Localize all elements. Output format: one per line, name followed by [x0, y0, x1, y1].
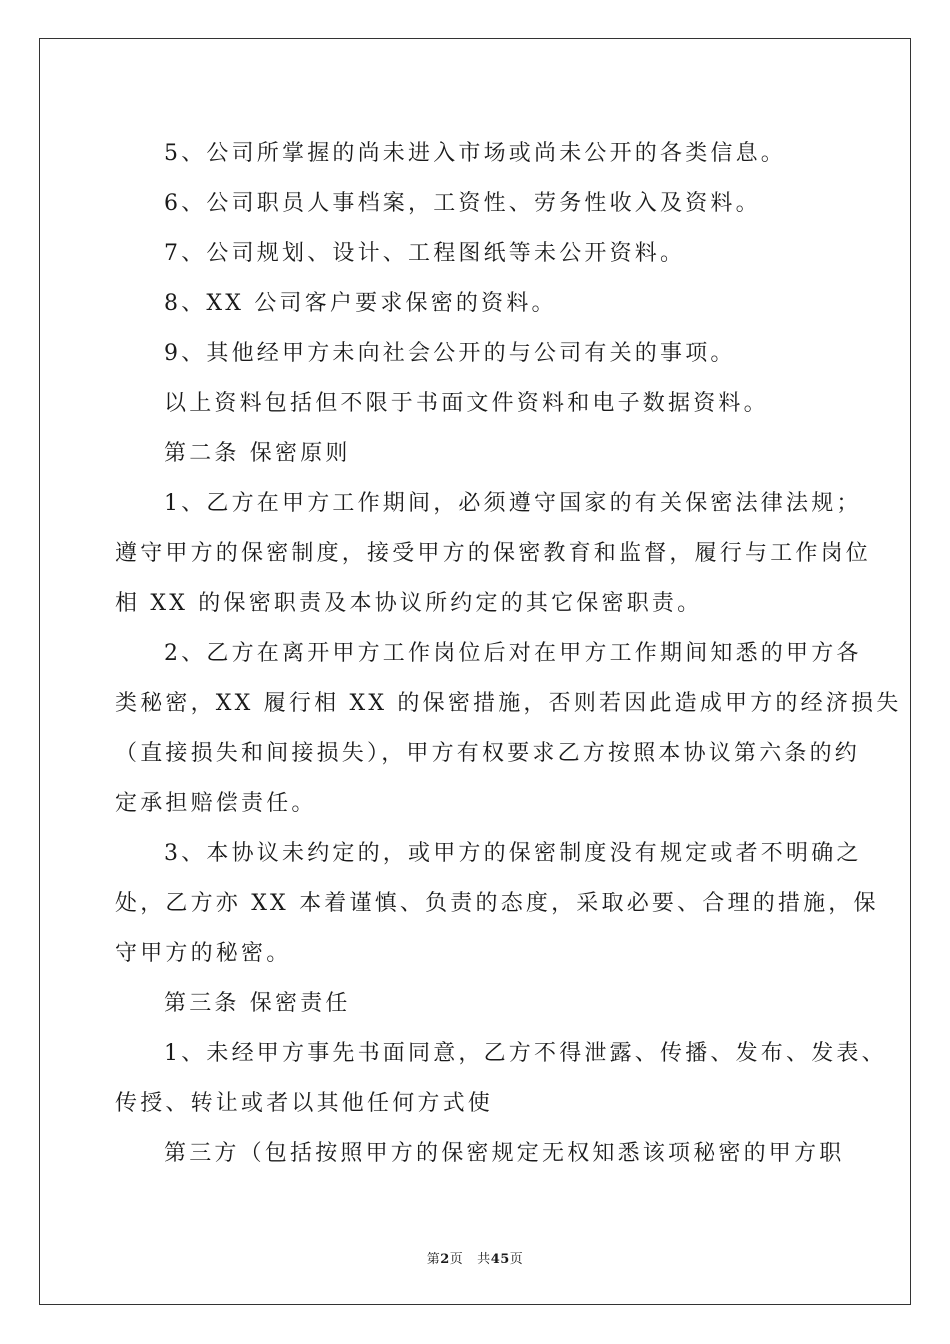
text-line: 2、乙方在离开甲方工作岗位后对在甲方工作期间知悉的甲方各 — [164, 641, 862, 666]
paragraph — [115, 279, 835, 329]
paragraph — [115, 229, 835, 279]
paragraph — [115, 629, 902, 829]
text-line: 遵守甲方的保密制度，接受甲方的保密教育和监督，履行与工作岗位 — [115, 541, 872, 566]
document-body — [115, 129, 902, 1179]
total-prefix: 共 — [477, 1252, 491, 1267]
text-line: 3、本协议未约定的，或甲方的保密制度没有规定或者不明确之 — [164, 841, 862, 866]
text-line: 1、乙方在甲方工作期间，必须遵守国家的有关保密法律法规； — [164, 491, 862, 516]
text-line: 第三方（包括按照甲方的保密规定无权知悉该项秘密的甲方职 — [164, 1141, 845, 1166]
text-line: 定承担赔偿责任。 — [115, 791, 317, 816]
paragraph — [115, 329, 835, 379]
text-line: 类秘密，XX 履行相 XX 的保密措施，否则若因此造成甲方的经济损失 — [115, 691, 902, 716]
text-line: 处，乙方亦 XX 本着谨慎、负责的态度，采取必要、合理的措施，保 — [115, 891, 879, 916]
paragraph — [115, 129, 835, 179]
text-line: 以上资料包括但不限于书面文件资料和电子数据资料。 — [164, 391, 769, 416]
page-suffix: 页 — [449, 1252, 464, 1267]
paragraph-list — [115, 129, 902, 1179]
text-line: 9、其他经甲方未向社会公开的与公司有关的事项。 — [164, 341, 736, 366]
page-prefix: 第 — [426, 1252, 441, 1267]
total-pages: 45 — [490, 1252, 510, 1267]
text-line: （直接损失和间接损失），甲方有权要求乙方按照本协议第六条的约 — [115, 741, 861, 766]
text-line: 传授、转让或者以其他任何方式使 — [115, 1091, 494, 1116]
paragraph — [115, 429, 835, 479]
paragraph — [115, 1029, 887, 1129]
paragraph — [115, 829, 879, 979]
page-number: 2 — [440, 1252, 450, 1267]
text-line: 1、未经甲方事先书面同意，乙方不得泄露、传播、发布、发表、 — [164, 1041, 887, 1066]
text-line: 7、公司规划、设计、工程图纸等未公开资料。 — [164, 241, 686, 266]
text-line: 守甲方的秘密。 — [115, 941, 292, 966]
text-line: 第三条 保密责任 — [164, 991, 351, 1016]
text-line: 8、XX 公司客户要求保密的资料。 — [164, 291, 557, 316]
text-line: 6、公司职员人事档案，工资性、劳务性收入及资料。 — [164, 191, 761, 216]
paragraph — [115, 179, 835, 229]
paragraph — [115, 979, 835, 1029]
paragraph — [115, 1129, 845, 1179]
paragraph — [115, 379, 835, 429]
text-line: 第二条 保密原则 — [164, 441, 351, 466]
page-footer — [0, 1248, 950, 1267]
paragraph — [115, 479, 872, 629]
text-line: 5、公司所掌握的尚未进入市场或尚未公开的各类信息。 — [164, 141, 786, 166]
text-line: 相 XX 的保密职责及本协议所约定的其它保密职责。 — [115, 591, 703, 616]
total-suffix: 页 — [509, 1252, 524, 1267]
